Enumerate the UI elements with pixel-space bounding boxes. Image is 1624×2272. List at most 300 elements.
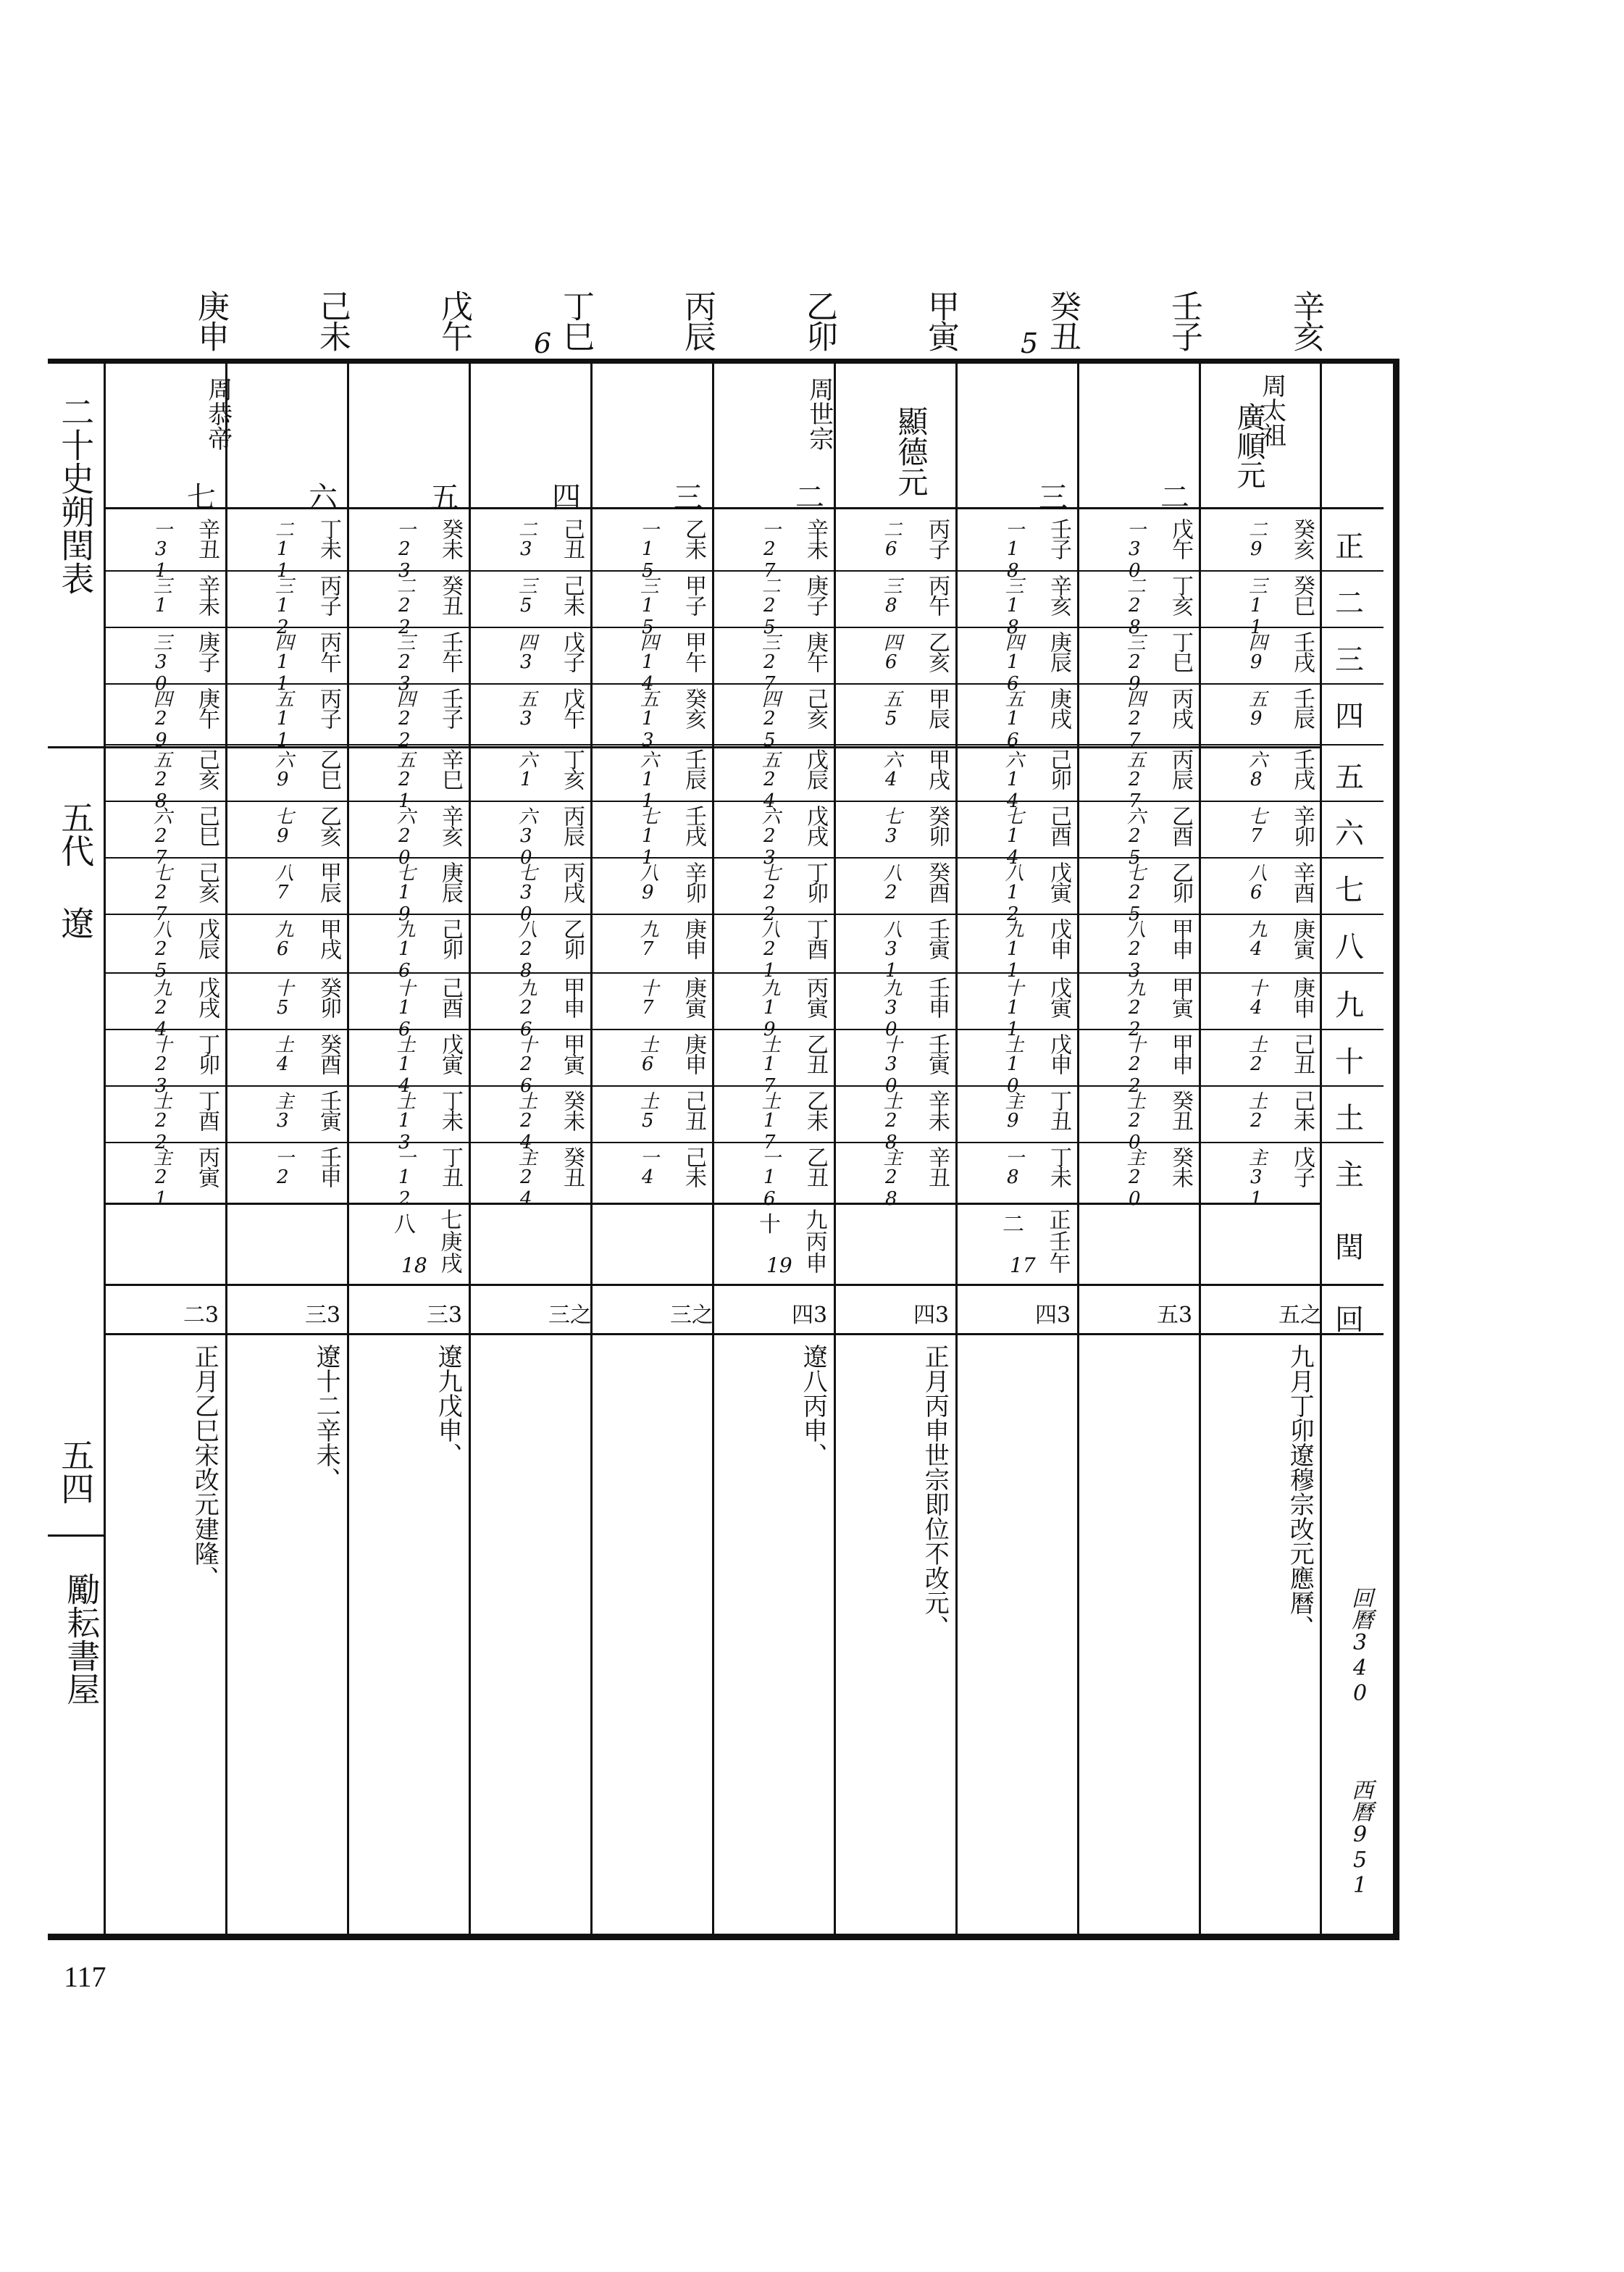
hijri-year: 回曆340 [1347,1587,1373,1706]
cell-ganzhi: 己酉 [1046,805,1071,845]
note-text: 遼十二辛未、 [311,1344,341,1492]
cell-date: 九4 [1245,919,1268,960]
cell-ganzhi: 己卯 [438,918,463,958]
cell-date: 一15 [637,519,659,582]
cell-ganzhi: 癸丑 [1168,1090,1193,1130]
cell-ganzhi: 丙戌 [1168,688,1193,728]
cell-ganzhi: 己丑 [559,518,585,559]
cell-date: 三18 [1002,576,1024,638]
cell-date: 十4 [1245,978,1268,1019]
month-label: 六 [1335,817,1364,851]
cell-date: 五28 [150,750,172,812]
cell-date: 九11 [1002,919,1024,982]
cell-ganzhi: 庚申 [681,918,706,958]
cell-date: 土14 [393,1035,416,1097]
column-rule [834,359,836,1940]
cell-date: 土6 [637,1035,659,1075]
cell-date: 九7 [637,919,659,960]
publisher: 勵耘書屋 [62,1572,101,1705]
cell-date: 土20 [1123,1091,1146,1153]
reign-year-number: 三 [674,481,703,514]
cell-ganzhi: 辛未 [194,575,219,615]
cell-ganzhi: 丁丑 [438,1146,463,1187]
counter: 四3 [1035,1303,1071,1328]
book-title: 二十史朔閏表 [56,395,96,595]
cell-ganzhi: 辛丑 [194,518,219,559]
column-rule [590,359,593,1940]
cell-ganzhi: 己未 [559,575,585,615]
cell-date: 六27 [150,806,172,869]
page-number: 117 [64,1960,106,1993]
cell-date: 土10 [1002,1035,1024,1097]
cell-ganzhi: 癸亥 [1289,518,1315,559]
year-ganzhi: 壬子 [1165,290,1202,351]
cell-ganzhi: 乙卯 [1168,861,1193,902]
cell-date: 七27 [150,863,172,925]
cell-date: 主9 [1002,1091,1024,1132]
cell-ganzhi: 丙辰 [559,805,585,845]
cell-ganzhi: 庚午 [194,688,219,728]
month-label: 閏 [1335,1231,1364,1264]
row-rule [104,1333,1384,1335]
year-ganzhi: 己未 [314,290,351,351]
cell-ganzhi: 戊戌 [803,805,828,845]
cell-ganzhi: 辛亥 [1046,575,1071,615]
leap-month: 二 [1003,1212,1024,1237]
cell-date: 二25 [758,576,781,638]
month-label: 五 [1335,761,1364,794]
row-rule-thin [104,857,1384,859]
cell-date: 九6 [272,919,294,960]
cell-date: 土24 [515,1091,537,1153]
cell-date: 八6 [1245,863,1268,903]
cell-date: 一23 [393,519,416,582]
cell-ganzhi: 庚子 [194,631,219,672]
cell-date: 五24 [758,750,781,812]
column-rule [1199,359,1201,1940]
counter: 四3 [913,1303,950,1328]
leap-ganzhi: 七庚戌 [436,1208,462,1274]
reign-guangshun: 廣順元 [1232,402,1265,489]
reign-year-number: 七 [187,481,216,514]
cell-date: 七7 [1245,806,1268,847]
reign-shizong: 周世宗 [804,377,834,451]
cell-ganzhi: 戊辰 [803,748,828,789]
cell-ganzhi: 乙丑 [803,1146,828,1187]
cell-ganzhi: 甲申 [559,977,585,1017]
cell-ganzhi: 戊辰 [194,918,219,958]
reign-year-number: 三 [1039,481,1068,514]
cell-date: 主20 [1123,1148,1146,1210]
row-rule-thin [104,570,1384,572]
column-rule [347,359,349,1940]
cell-ganzhi: 甲辰 [316,861,341,902]
cell-date: 四16 [1002,632,1024,695]
cell-date: 主24 [515,1148,537,1210]
cell-ganzhi: 癸未 [438,518,463,559]
cell-ganzhi: 庚寅 [681,977,706,1017]
cell-ganzhi: 己卯 [1046,748,1071,789]
cell-ganzhi: 丙寅 [803,977,828,1017]
cell-ganzhi: 戊午 [1168,518,1193,559]
counter: 五3 [1157,1303,1193,1328]
cell-ganzhi: 庚戌 [1046,688,1071,728]
cell-date: 八25 [150,919,172,982]
column-rule [955,359,958,1940]
note-text: 正月乙巳宋改元建隆、 [190,1344,219,1590]
year-index-number: 6 [534,327,552,359]
note-text: 正月丙申世宗即位不改元、 [920,1344,950,1640]
cell-ganzhi: 己酉 [438,977,463,1017]
cell-date: 一8 [1002,1148,1024,1188]
cell-date: 九24 [150,978,172,1040]
cell-ganzhi: 辛卯 [681,861,706,902]
cell-date: 九30 [880,978,903,1040]
cell-ganzhi: 癸亥 [681,688,706,728]
month-label: 回 [1335,1303,1364,1337]
cell-date: 七30 [515,863,537,925]
cell-ganzhi: 戊申 [1046,1033,1071,1074]
cell-date: 六14 [1002,750,1024,812]
year-ganzhi: 丙辰 [679,290,716,351]
cell-date: 九19 [758,978,781,1040]
cell-date: 八21 [758,919,781,982]
cell-date: 五11 [272,689,294,751]
cell-ganzhi: 辛酉 [1289,861,1315,902]
cell-ganzhi: 己亥 [194,748,219,789]
note-text: 九月丁卯遼穆宗改元應曆、 [1285,1344,1315,1640]
cell-date: 六8 [1245,750,1268,790]
reign-year-number: 六 [309,481,338,514]
cell-date: 三30 [150,632,172,695]
year-ganzhi: 乙卯 [800,290,837,351]
page-cn-number: 五四 [56,1438,96,1505]
cell-ganzhi: 壬寅 [316,1090,341,1130]
cell-ganzhi: 癸丑 [559,1146,585,1187]
cell-date: 六23 [758,806,781,869]
cell-date: 十5 [272,978,294,1019]
reign-year-number: 五 [430,481,459,514]
counter: 三之 [548,1303,592,1328]
cell-ganzhi: 癸酉 [316,1033,341,1074]
cell-ganzhi: 丁未 [438,1090,463,1130]
column-rule [225,359,227,1940]
cell-date: 一31 [150,519,172,582]
month-label: 七 [1335,874,1364,907]
cell-ganzhi: 乙酉 [1168,805,1193,845]
leap-date: 18 [401,1253,427,1277]
cell-date: 主28 [880,1148,903,1210]
cell-date: 三15 [637,576,659,638]
cell-ganzhi: 癸未 [559,1090,585,1130]
cell-date: 八7 [272,863,294,903]
cell-date: 一12 [393,1148,416,1210]
cell-date: 二6 [880,519,903,560]
cell-date: 二3 [515,519,537,560]
reign-taizu: 周太祖 [1257,373,1286,447]
cell-date: 主21 [150,1148,172,1210]
cell-ganzhi: 丁丑 [1046,1090,1071,1130]
cell-ganzhi: 丙子 [316,688,341,728]
cell-date: 土2 [1245,1035,1268,1075]
row-rule-thin [104,1085,1384,1087]
row-rule-thin [104,914,1384,915]
counter: 四3 [792,1303,828,1328]
cell-ganzhi: 辛未 [803,518,828,559]
cell-ganzhi: 甲午 [681,631,706,672]
cell-ganzhi: 癸巳 [1289,575,1315,615]
cell-ganzhi: 辛卯 [1289,805,1315,845]
cell-ganzhi: 庚午 [803,631,828,672]
row-rule-thin [104,744,1384,746]
cell-date: 七9 [272,806,294,847]
cell-date: 八2 [880,863,903,903]
reign-year-number: 二 [795,481,824,514]
cell-ganzhi: 丁亥 [559,748,585,789]
cell-ganzhi: 己丑 [1289,1033,1315,1074]
cell-ganzhi: 壬戌 [1289,631,1315,672]
cell-ganzhi: 甲申 [1168,1033,1193,1074]
note-text: 遼八丙申、 [798,1344,828,1467]
cell-date: 四25 [758,689,781,751]
cell-date: 六25 [1123,806,1146,869]
cell-ganzhi: 癸卯 [924,805,950,845]
reign-year-number: 四 [552,481,581,514]
cell-date: 三27 [758,632,781,695]
cell-ganzhi: 己巳 [194,805,219,845]
cell-date: 三11 [1245,576,1268,638]
cell-ganzhi: 壬寅 [924,1033,950,1074]
cell-date: 十23 [150,1035,172,1097]
month-label: 主 [1335,1158,1364,1192]
month-label: 三 [1335,643,1364,677]
cell-date: 六20 [393,806,416,869]
year-ganzhi: 丁巳 [557,290,594,351]
cell-ganzhi: 癸丑 [438,575,463,615]
cell-date: 十11 [1002,978,1024,1040]
cell-ganzhi: 壬戌 [1289,748,1315,789]
cell-date: 三5 [515,576,537,617]
cell-date: 五3 [515,689,537,730]
western-year: 西曆951 [1347,1779,1373,1898]
cell-date: 土13 [393,1091,416,1153]
month-label: 十 [1335,1045,1364,1079]
cell-date: 七25 [1123,863,1146,925]
row-rule-thin [104,1029,1384,1030]
cell-date: 四22 [393,689,416,751]
cell-ganzhi: 乙未 [681,518,706,559]
cell-date: 五21 [393,750,416,812]
cell-ganzhi: 丙子 [316,575,341,615]
margin-rule [48,1534,104,1537]
month-label: 土 [1335,1102,1364,1135]
cell-ganzhi: 戊午 [559,688,585,728]
year-ganzhi: 癸丑 [1044,290,1081,351]
cell-ganzhi: 辛亥 [438,805,463,845]
note-text: 遼九戊申、 [433,1344,463,1467]
leap-month: 十 [759,1212,781,1237]
cell-date: 五9 [1245,689,1268,730]
cell-date: 八12 [1002,863,1024,925]
cell-date: 土22 [150,1091,172,1153]
cell-date: 一16 [758,1148,781,1210]
cell-date: 二22 [393,576,416,638]
column-rule [712,359,714,1940]
cell-ganzhi: 辛巳 [438,748,463,789]
counter: 二3 [183,1303,219,1328]
row-rule [104,507,1320,509]
cell-date: 四3 [515,632,537,673]
cell-date: 三8 [880,576,903,617]
cell-date: 四14 [637,632,659,695]
cell-ganzhi: 丙戌 [559,861,585,902]
cell-ganzhi: 丙子 [924,518,950,559]
cell-ganzhi: 癸卯 [316,977,341,1017]
cell-ganzhi: 庚寅 [1289,918,1315,958]
cell-ganzhi: 乙亥 [924,631,950,672]
cell-date: 八23 [1123,919,1146,982]
row-rule-thin [104,683,1384,685]
cell-date: 土4 [272,1035,294,1075]
cell-date: 八9 [637,863,659,903]
cell-date: 二11 [272,519,294,582]
cell-date: 四9 [1245,632,1268,673]
cell-date: 三1 [150,576,172,617]
cell-date: 五13 [637,689,659,751]
cell-date: 五5 [880,689,903,730]
row-rule-thin [104,972,1384,974]
cell-ganzhi: 戊戌 [194,977,219,1017]
cell-ganzhi: 壬申 [316,1146,341,1187]
cell-date: 七22 [758,863,781,925]
cell-ganzhi: 乙未 [803,1090,828,1130]
cell-date: 六30 [515,806,537,869]
cell-date: 九26 [515,978,537,1040]
cell-ganzhi: 丁巳 [1168,631,1193,672]
row-rule-thin [104,801,1384,802]
leap-date: 17 [1010,1253,1036,1277]
year-ganzhi: 庚申 [192,290,229,351]
cell-date: 四6 [880,632,903,673]
cell-date: 土17 [758,1091,781,1153]
counter: 五之 [1278,1303,1322,1328]
year-ganzhi: 戊午 [435,290,472,351]
row-rule-thin [104,627,1384,628]
cell-ganzhi: 丁未 [316,518,341,559]
reign-year-number: 二 [1160,481,1189,514]
cell-date: 六9 [272,750,294,790]
cell-ganzhi: 丁卯 [803,861,828,902]
margin-rule [48,746,104,748]
cell-ganzhi: 甲戌 [924,748,950,789]
cell-date: 一30 [1123,519,1146,582]
cell-ganzhi: 壬辰 [681,748,706,789]
cell-ganzhi: 丙寅 [194,1146,219,1187]
cell-ganzhi: 丁卯 [194,1033,219,1074]
cell-date: 六11 [637,750,659,812]
cell-ganzhi: 乙卯 [559,918,585,958]
cell-ganzhi: 戊子 [559,631,585,672]
cell-date: 七11 [637,806,659,869]
cell-date: 主31 [1245,1148,1268,1210]
cell-date: 八28 [515,919,537,982]
cell-date: 三23 [393,632,416,695]
cell-ganzhi: 庚辰 [1046,631,1071,672]
cell-date: 九16 [393,919,416,982]
cell-ganzhi: 戊子 [1289,1146,1315,1187]
cell-ganzhi: 庚辰 [438,861,463,902]
year-ganzhi: 辛亥 [1287,290,1324,351]
section-title: 五代 遼 [56,801,96,940]
year-index-number: 5 [1021,327,1039,359]
month-label: 二 [1335,587,1364,620]
cell-date: 八31 [880,919,903,982]
leap-month: 八 [394,1212,416,1237]
cell-ganzhi: 壬申 [924,977,950,1017]
cell-date: 四27 [1123,689,1146,751]
row-rule-thin [104,1142,1384,1143]
reign-gongdi: 周恭帝 [203,377,233,451]
reign-xiande: 顯德元 [893,406,929,497]
cell-date: 一2 [272,1148,294,1188]
counter: 三3 [305,1303,341,1328]
cell-date: 一4 [637,1148,659,1188]
cell-date: 七19 [393,863,416,925]
cell-date: 土2 [1245,1091,1268,1132]
cell-date: 土5 [637,1091,659,1132]
cell-ganzhi: 甲申 [1168,918,1193,958]
cell-ganzhi: 丁亥 [1168,575,1193,615]
month-label: 四 [1335,700,1364,733]
cell-ganzhi: 庚申 [681,1033,706,1074]
cell-date: 三29 [1123,632,1146,695]
cell-ganzhi: 甲子 [681,575,706,615]
cell-ganzhi: 戊申 [1046,918,1071,958]
cell-ganzhi: 壬寅 [924,918,950,958]
cell-date: 七3 [880,806,903,847]
cell-date: 土28 [880,1091,903,1153]
cell-ganzhi: 甲寅 [559,1033,585,1074]
cell-date: 二9 [1245,519,1268,560]
cell-date: 七14 [1002,806,1024,869]
cell-ganzhi: 己丑 [681,1090,706,1130]
cell-date: 土17 [758,1035,781,1097]
cell-ganzhi: 己未 [681,1146,706,1187]
month-label: 九 [1335,989,1364,1022]
cell-date: 十7 [637,978,659,1019]
cell-date: 主3 [272,1091,294,1132]
cell-ganzhi: 壬子 [438,688,463,728]
cell-date: 十30 [880,1035,903,1097]
table-frame [48,359,1399,1940]
row-rule [1320,507,1384,509]
cell-date: 十16 [393,978,416,1040]
cell-date: 一27 [758,519,781,582]
cell-ganzhi: 己亥 [194,861,219,902]
cell-date: 四11 [272,632,294,695]
cell-ganzhi: 己亥 [803,688,828,728]
cell-date: 四29 [150,689,172,751]
cell-date: 六1 [515,750,537,790]
cell-ganzhi: 壬辰 [1289,688,1315,728]
cell-ganzhi: 辛未 [924,1090,950,1130]
leap-date: 19 [766,1253,792,1277]
cell-ganzhi: 丁未 [1046,1146,1071,1187]
cell-ganzhi: 丁酉 [803,918,828,958]
cell-date: 六4 [880,750,903,790]
cell-date: 三12 [272,576,294,638]
cell-date: 九22 [1123,978,1146,1040]
